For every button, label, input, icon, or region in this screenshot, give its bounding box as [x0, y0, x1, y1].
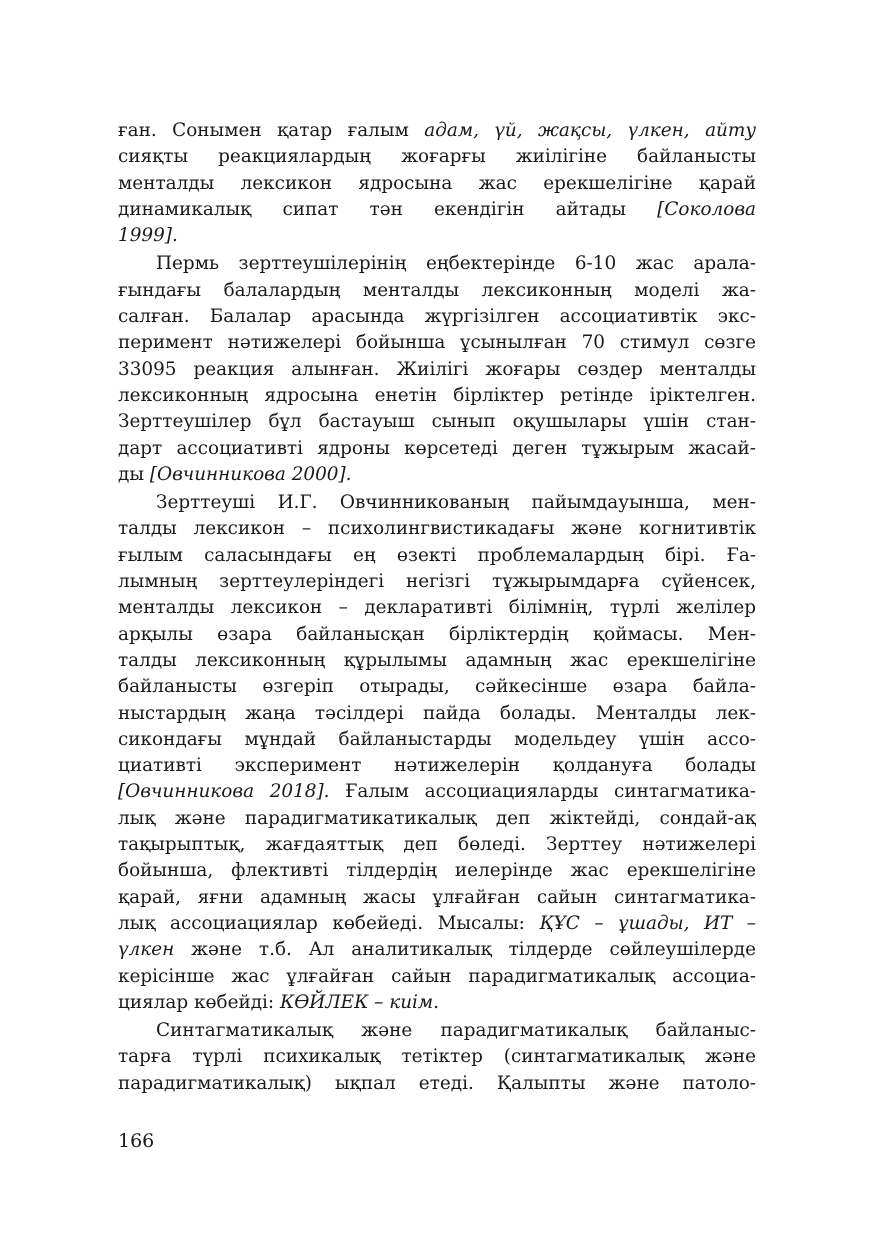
text-line [118, 806, 756, 832]
italic-text: [Овчинникова 2018]. [118, 781, 330, 803]
text-line [118, 516, 756, 542]
text-run: тарға түрлі психикалық тетіктер (синтагматикалық және [118, 1046, 756, 1068]
text-run: ғылым саласындағы ең өзекті проблемалардың бірі. Ға- [118, 544, 756, 566]
document-body [118, 118, 756, 1097]
text-line [118, 144, 756, 170]
text-run: талды лексикон – психолингвистикадағы және когнитивтік [118, 518, 756, 540]
paragraph [118, 1018, 756, 1097]
text-run: дарт ассоциативті ядроны көрсетеді деген тұжырым жасай- [118, 437, 756, 459]
text-run: Ғалым ассоциацияларды синтагматика- [329, 781, 756, 803]
text-run: Зерттеушілер бұл бастауыш сынып оқушылары үшін стан- [118, 411, 756, 433]
italic-text: ҚҰС – ұшады, ИТ – [539, 912, 756, 934]
text-line [118, 490, 756, 516]
text-line [118, 911, 756, 937]
text-line [118, 330, 756, 356]
text-run: тақырыптық, жағдаяттық деп бөледі. Зерттеу нәтижелері [118, 834, 756, 856]
text-line [118, 858, 756, 884]
text-line [118, 622, 756, 648]
text-line [118, 543, 756, 569]
text-run: ныстардың жаңа тәсілдері пайда болады. Менталды лек- [118, 702, 756, 724]
text-line [118, 1044, 756, 1070]
text-run: динамикалық сипат тән екендігін айтады [118, 198, 658, 220]
text-run: сияқты реакциялардың жоғарғы жиілігіне байланысты [118, 146, 756, 168]
text-line [118, 1018, 756, 1044]
text-line [118, 779, 756, 805]
text-run: лексиконның ядросына енетін бірліктер ретінде іріктелген. [118, 384, 756, 406]
text-run: циативті эксперимент нәтижелерін қолдануға болады [118, 755, 756, 777]
text-line [118, 1071, 756, 1097]
text-run: ған. Сонымен қатар ғалым [118, 120, 425, 141]
text-run: салған. Балалар арасында жүргізілген ассоциативтік экс- [118, 306, 756, 328]
text-line [118, 118, 756, 144]
text-line [118, 832, 756, 858]
text-line [118, 753, 756, 779]
text-line [118, 409, 756, 435]
italic-text: адам, үй, жақсы, үлкен, айту [424, 120, 756, 141]
text-line [118, 278, 756, 304]
text-run: парадигматикалық) ықпал етеді. Қалыпты және патоло- [118, 1072, 756, 1094]
text-run: керісінше жас ұлғайған сайын парадигматикалық ассоциа- [118, 965, 756, 987]
text-line [118, 701, 756, 727]
page-number: 166 [118, 1130, 155, 1152]
paragraph [118, 490, 756, 1016]
text-line [118, 383, 756, 409]
text-line [118, 727, 756, 753]
text-run: арқылы өзара байланысқан бірліктердің қоймасы. Мен- [118, 623, 756, 645]
text-line [118, 937, 756, 963]
italic-text: КӨЙЛЕК – киім. [279, 991, 440, 1013]
text-run: перимент нәтижелері бойынша ұсынылған 70 стимул сөзге [118, 332, 756, 354]
text-run: лымның зерттеулеріндегі негізгі тұжырымдарға сүйенсек, [118, 571, 756, 593]
text-run: менталды лексикон – декларативті білімнің, түрлі желілер [118, 597, 756, 619]
italic-text: үлкен [118, 939, 175, 961]
text-line [118, 885, 756, 911]
text-run: лық ассоциациялар көбейеді. Мысалы: [118, 912, 540, 934]
text-run: циялар көбейді: [118, 991, 280, 1013]
text-run: Синтагматикалық және парадигматикалық байланыс- [156, 1020, 756, 1042]
text-line [118, 197, 756, 223]
text-line [118, 648, 756, 674]
text-line [118, 569, 756, 595]
paragraph [118, 251, 756, 488]
text-line [118, 304, 756, 330]
text-line [118, 171, 756, 197]
text-run: ғындағы балалардың менталды лексиконның моделі жа- [118, 279, 756, 301]
italic-text: [Овчинникова 2000]. [149, 463, 352, 485]
text-line [118, 436, 756, 462]
text-run: қарай, яғни адамның жасы ұлғайған сайын синтагматика- [118, 886, 756, 908]
text-run: бойынша, флективті тілдердің иелерінде жас ерекшелігіне [118, 860, 756, 882]
text-run: Зерттеуші И.Г. Овчинникованың пайымдауынша, мен- [156, 492, 756, 514]
text-run: және т.б. Ал аналитикалық тілдерде сөйлеушілерде [174, 939, 756, 961]
italic-text: [Соколова [657, 198, 756, 220]
text-line [118, 595, 756, 621]
text-line [118, 357, 756, 383]
text-run: лық және парадигматикатикалық деп жіктейді, сондай-ақ [118, 807, 756, 829]
text-run: 33095 реакция алынған. Жиілігі жоғары сөздер менталды [118, 358, 756, 380]
text-run: байланысты өзгеріп отырады, сәйкесінше өзара байла- [118, 676, 756, 698]
text-line [118, 223, 756, 249]
text-run: менталды лексикон ядросына жас ерекшелігіне қарай [118, 172, 756, 194]
italic-text: 1999]. [118, 225, 178, 247]
text-run: сикондағы мұндай байланыстарды модельдеу үшін ассо- [118, 728, 756, 750]
text-line [118, 674, 756, 700]
text-line [118, 251, 756, 277]
text-line [118, 964, 756, 990]
text-run: талды лексиконның құрылымы адамның жас ерекшелігіне [118, 649, 756, 671]
text-line [118, 462, 756, 488]
text-line [118, 990, 756, 1016]
paragraph [118, 118, 756, 249]
text-run: Пермь зерттеушілерінің еңбектерінде 6-10 жас арала- [156, 253, 756, 275]
text-run: ды [118, 463, 150, 485]
